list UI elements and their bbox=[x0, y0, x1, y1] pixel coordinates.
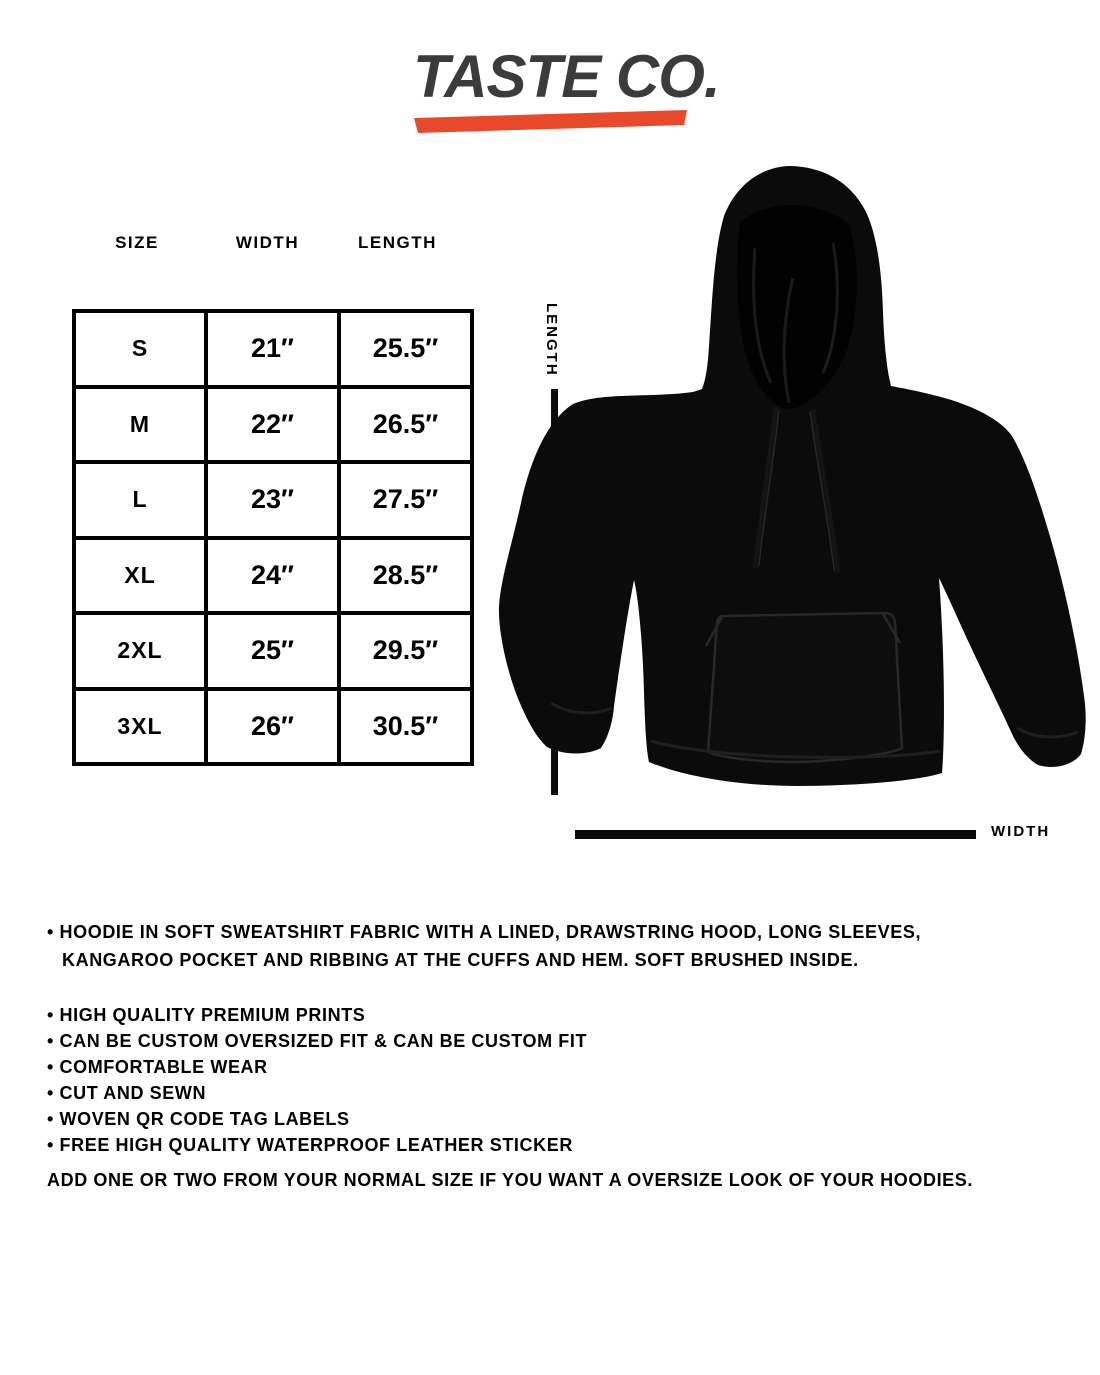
length-cell: 25.5″ bbox=[339, 311, 472, 387]
size-chart-table bbox=[72, 309, 474, 766]
table-row bbox=[74, 462, 472, 538]
header-width: WIDTH bbox=[235, 233, 300, 252]
hoodie-image bbox=[493, 158, 1093, 818]
description-bullet bbox=[47, 1132, 1059, 1158]
length-cell: 28.5″ bbox=[339, 538, 472, 614]
bullet-marker: • bbox=[47, 1005, 54, 1025]
bullet-marker: • bbox=[47, 922, 54, 942]
size-cell: L bbox=[74, 462, 206, 538]
description-bullet bbox=[47, 1002, 1059, 1028]
width-cell: 25″ bbox=[206, 613, 339, 689]
bullet-text: COMFORTABLE WEAR bbox=[59, 1057, 268, 1077]
size-chart-headers bbox=[72, 233, 462, 253]
table-row bbox=[74, 538, 472, 614]
bullet-text: CAN BE CUSTOM OVERSIZED FIT & CAN BE CUSTOM FIT bbox=[59, 1031, 588, 1051]
description-bullet bbox=[47, 1106, 1059, 1132]
length-cell: 30.5″ bbox=[339, 689, 472, 765]
description-bullet bbox=[47, 1054, 1059, 1080]
size-cell: XL bbox=[74, 538, 206, 614]
length-cell: 26.5″ bbox=[339, 387, 472, 463]
size-cell: 3XL bbox=[74, 689, 206, 765]
bullet-marker: • bbox=[47, 1109, 54, 1129]
bullet-marker: • bbox=[47, 1031, 54, 1051]
length-cell: 29.5″ bbox=[339, 613, 472, 689]
length-axis-label: LENGTH bbox=[543, 303, 560, 377]
kangaroo-pocket bbox=[708, 613, 902, 762]
bullet-text: HOODIE IN SOFT SWEATSHIRT FABRIC WITH A LINED, DRAWSTRING HOOD, LONG SLEEVES, bbox=[59, 922, 922, 942]
table-row bbox=[74, 613, 472, 689]
product-description bbox=[47, 918, 1059, 1158]
table-row bbox=[74, 387, 472, 463]
width-cell: 21″ bbox=[206, 311, 339, 387]
bullet-text: FREE HIGH QUALITY WATERPROOF LEATHER STICKER bbox=[59, 1135, 573, 1155]
size-cell: S bbox=[74, 311, 206, 387]
width-cell: 26″ bbox=[206, 689, 339, 765]
width-measure-line bbox=[575, 830, 976, 839]
bullet-marker: • bbox=[47, 1083, 54, 1103]
bullet-marker: • bbox=[47, 1057, 54, 1077]
bullet-text-continued: KANGAROO POCKET AND RIBBING AT THE CUFFS AND HEM. SOFT BRUSHED INSIDE. bbox=[62, 950, 859, 970]
size-cell: 2XL bbox=[74, 613, 206, 689]
bullet-marker: • bbox=[47, 1135, 54, 1155]
table-row bbox=[74, 689, 472, 765]
length-cell: 27.5″ bbox=[339, 462, 472, 538]
table-row bbox=[74, 311, 472, 387]
width-axis-label: WIDTH bbox=[991, 823, 1051, 840]
description-bullet bbox=[47, 1080, 1059, 1106]
width-cell: 22″ bbox=[206, 387, 339, 463]
logo-underline-swoosh-icon bbox=[414, 109, 692, 135]
bullet-text: HIGH QUALITY PREMIUM PRINTS bbox=[59, 1005, 366, 1025]
bullet-text: WOVEN QR CODE TAG LABELS bbox=[59, 1109, 350, 1129]
bullet-text: CUT AND SEWN bbox=[59, 1083, 207, 1103]
description-bullet bbox=[47, 918, 1059, 974]
header-length: LENGTH bbox=[358, 233, 437, 252]
size-cell: M bbox=[74, 387, 206, 463]
header-size: SIZE bbox=[115, 233, 159, 252]
description-bullet bbox=[47, 1028, 1059, 1054]
width-cell: 23″ bbox=[206, 462, 339, 538]
brand-logo-text: TASTE CO. bbox=[413, 43, 720, 110]
width-cell: 24″ bbox=[206, 538, 339, 614]
oversize-note: ADD ONE OR TWO FROM YOUR NORMAL SIZE IF YOU WANT A OVERSIZE LOOK OF YOUR HOODIES. bbox=[47, 1170, 973, 1190]
